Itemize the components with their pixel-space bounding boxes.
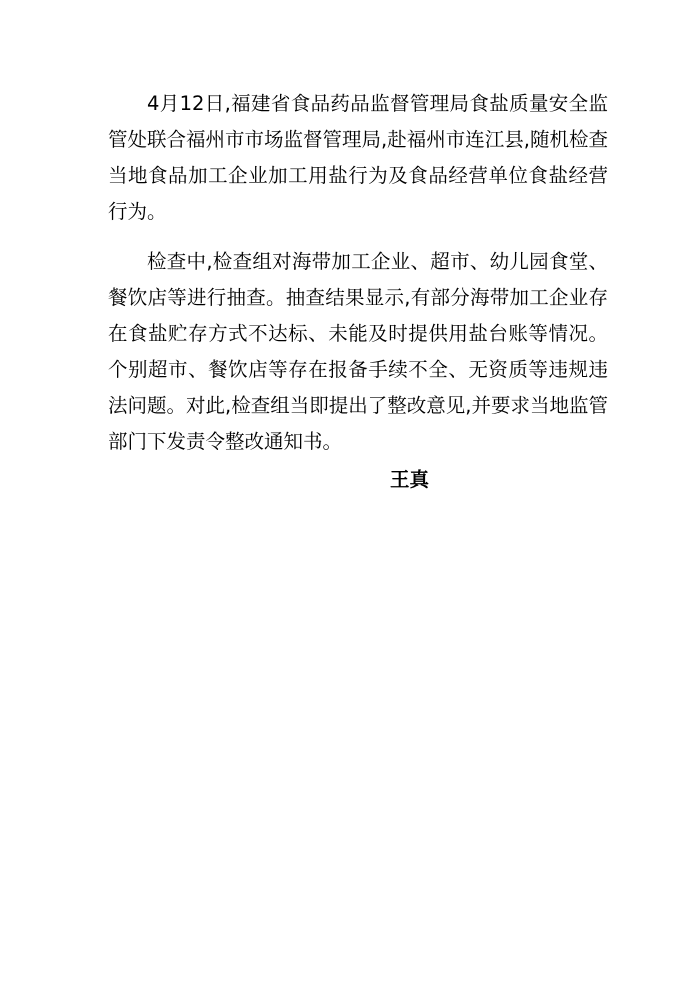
paragraph-1: 4月12日,福建省食品药品监督管理局食盐质量安全监管处联合福州市市场监督管理局,赴福州市连江县,随机检查当地食品加工企业加工用盐行为及食品经营单位食盐经营行为。 (108, 92, 608, 223)
author-name: 王真 (390, 468, 430, 491)
paragraph-2: 检查中,检查组对海带加工企业、超市、幼儿园食堂、餐饮店等进行抽查。抽查结果显示,有部分海带加工企业存在食盐贮存方式不达标、未能及时提供用盐台账等情况。个别超市、餐饮店等存在报备手续不全、无资质等违规违法问题。对此,检查组当即提出了整改意见,并要求当地监管部门下发责令整改通知书。 (108, 250, 608, 453)
article-body (108, 86, 608, 474)
